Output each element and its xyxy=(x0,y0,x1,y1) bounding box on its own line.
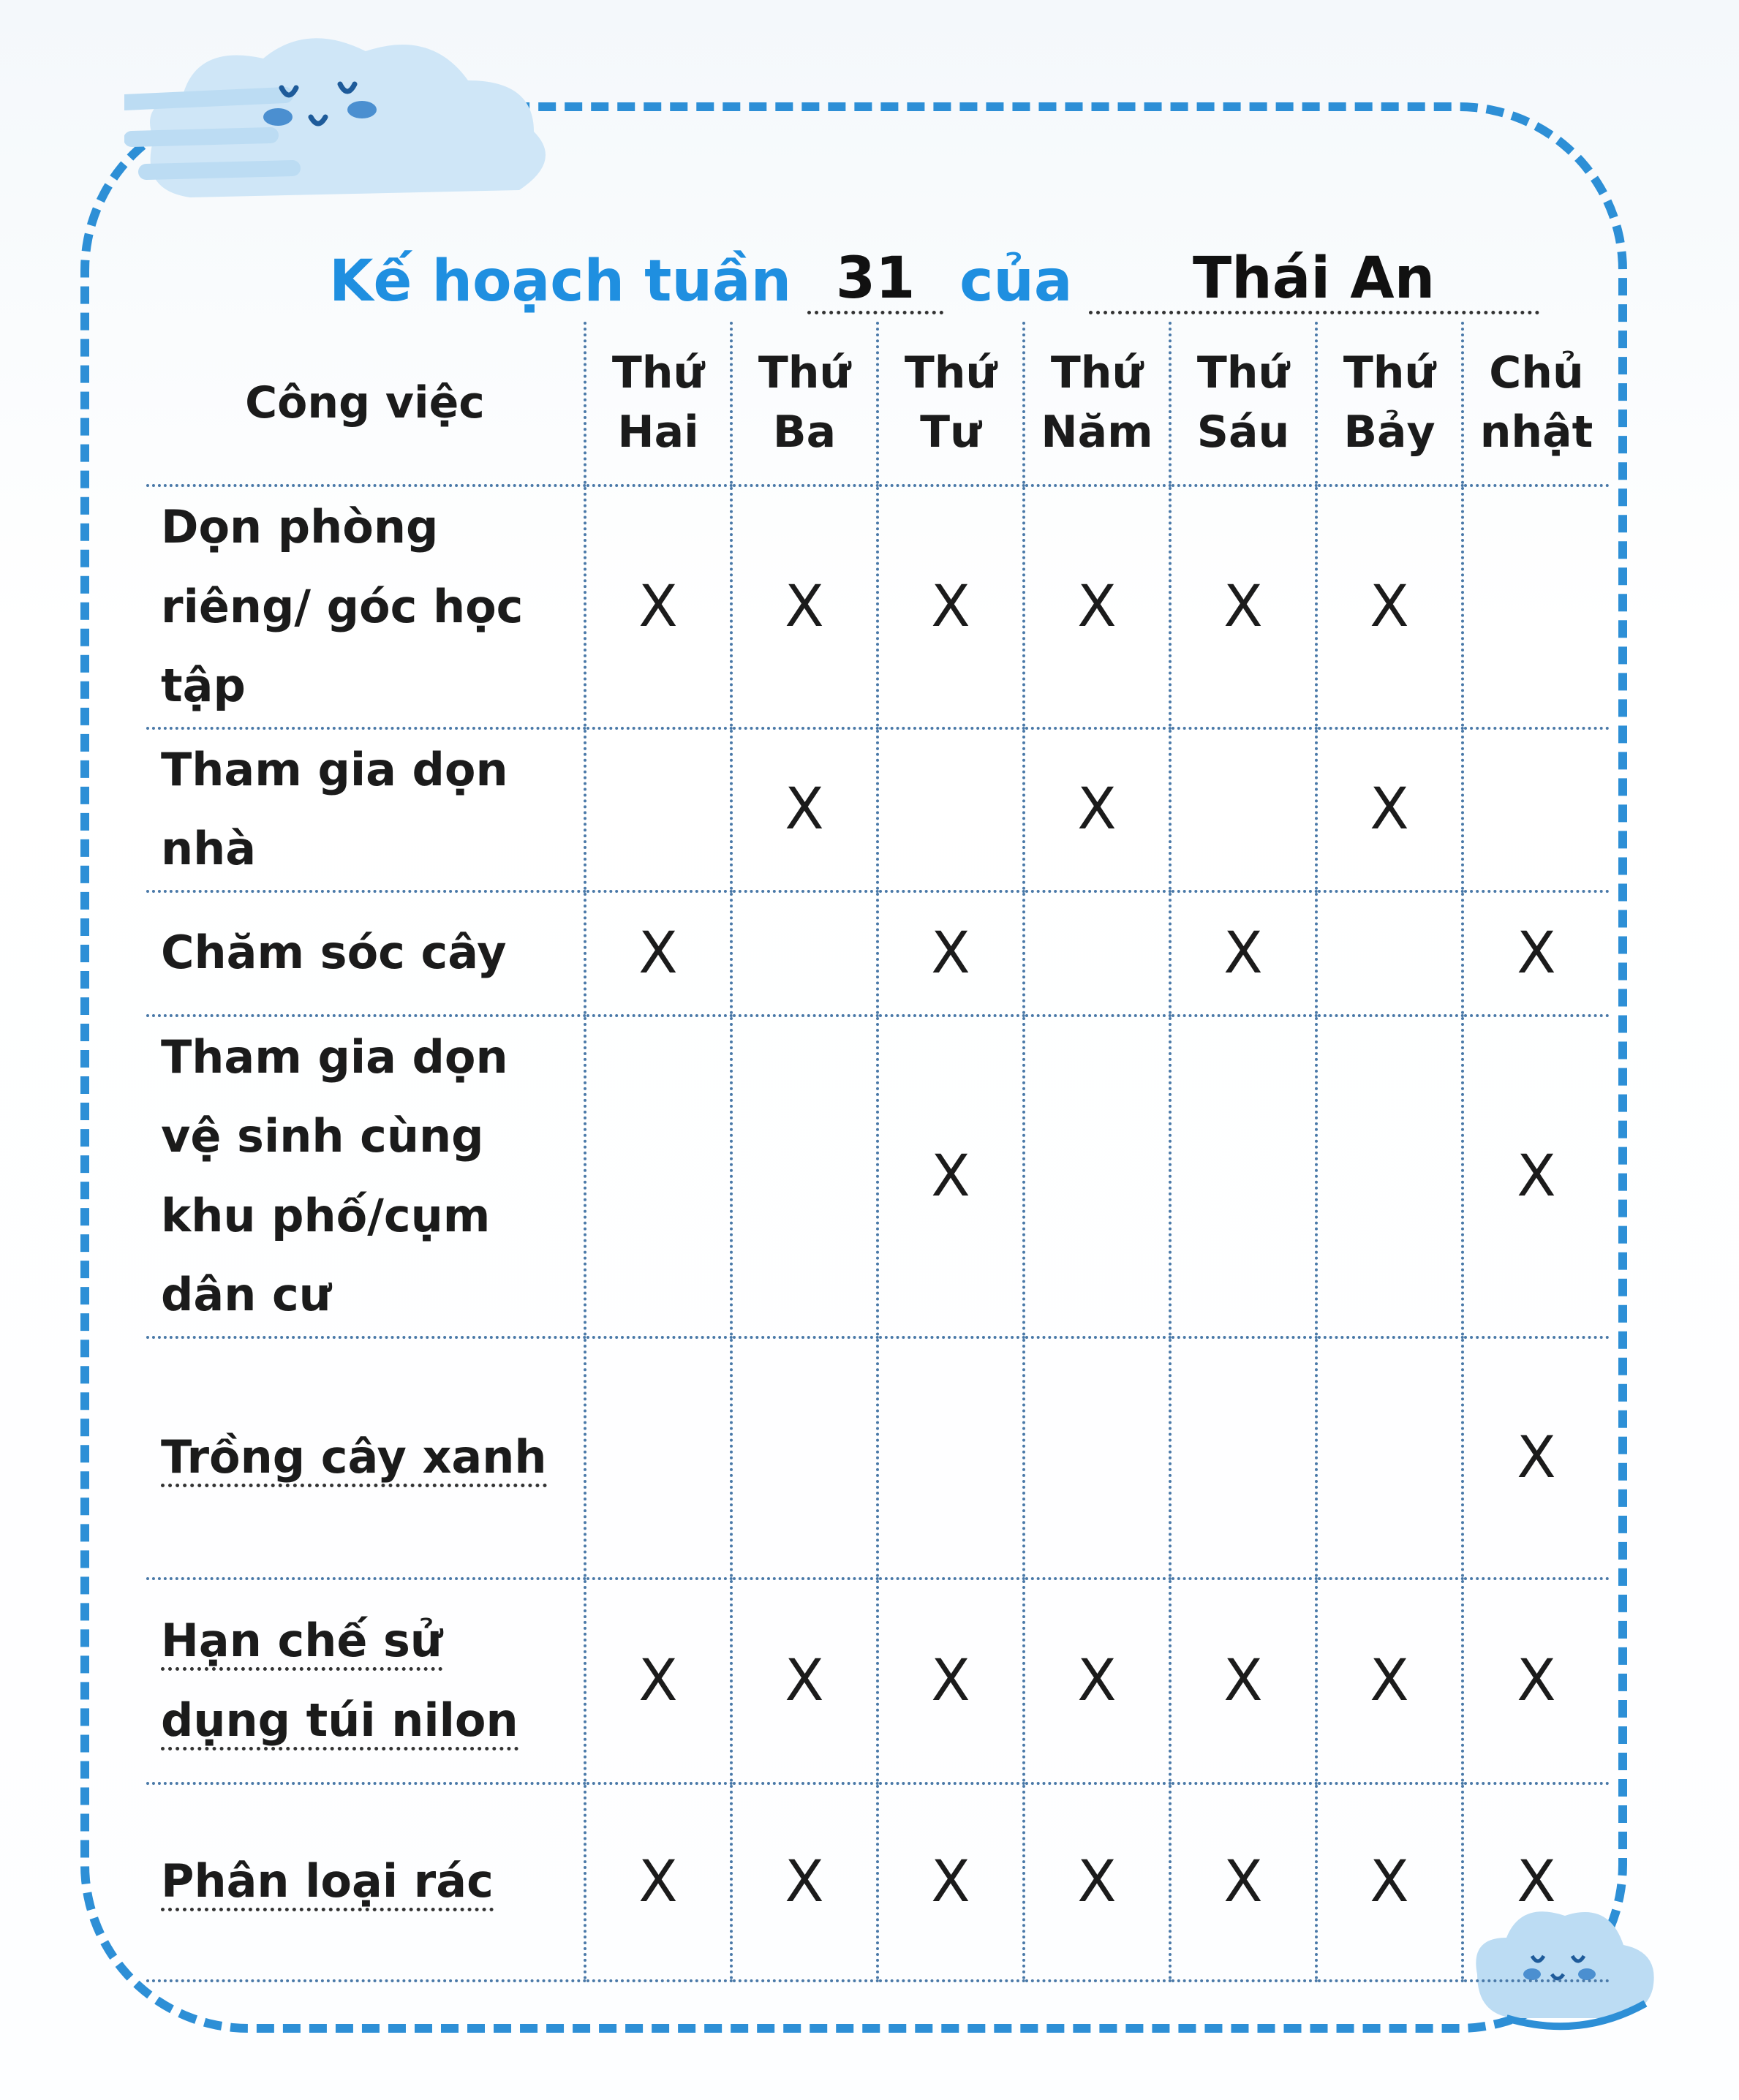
check-cell[interactable] xyxy=(1024,1016,1170,1337)
check-cell[interactable]: X xyxy=(878,486,1024,728)
task-cell xyxy=(146,486,585,728)
check-cell[interactable]: X xyxy=(1463,1783,1609,1981)
check-cell[interactable]: X xyxy=(1024,728,1170,891)
check-cell[interactable] xyxy=(1463,728,1609,891)
check-cell[interactable] xyxy=(585,1337,731,1579)
title-prefix: Kế hoạch tuần xyxy=(329,249,792,314)
check-cell[interactable]: X xyxy=(731,1579,878,1783)
weekly-plan-table xyxy=(146,322,1609,1982)
day-header xyxy=(585,322,731,486)
day-header xyxy=(878,322,1024,486)
day-line2: Hai xyxy=(617,407,699,458)
check-cell[interactable] xyxy=(1316,891,1463,1016)
table-row xyxy=(146,1579,1609,1783)
table-row xyxy=(146,1337,1609,1579)
check-cell[interactable]: X xyxy=(878,1579,1024,1783)
check-cell[interactable]: X xyxy=(585,1579,731,1783)
check-cell[interactable] xyxy=(1170,1016,1316,1337)
day-header xyxy=(1024,322,1170,486)
task-label: Hạn chế sử dụng túi nilon xyxy=(161,1614,518,1750)
day-header xyxy=(731,322,878,486)
day-line1: Thứ xyxy=(758,347,851,399)
check-cell[interactable] xyxy=(731,1016,878,1337)
check-cell[interactable]: X xyxy=(1024,1783,1170,1981)
task-label: Tham gia dọn vệ sinh cùng khu phố/cụm dân cư xyxy=(161,1030,508,1321)
table-row xyxy=(146,1016,1609,1337)
check-cell[interactable] xyxy=(1024,891,1170,1016)
check-cell[interactable] xyxy=(585,1016,731,1337)
day-line2: Bảy xyxy=(1343,407,1436,458)
check-cell[interactable] xyxy=(1024,1337,1170,1579)
check-cell[interactable]: X xyxy=(731,486,878,728)
check-cell[interactable]: X xyxy=(1170,486,1316,728)
check-cell[interactable] xyxy=(1463,486,1609,728)
check-cell[interactable]: X xyxy=(1316,728,1463,891)
table-row xyxy=(146,891,1609,1016)
task-cell xyxy=(146,1579,585,1783)
check-cell[interactable] xyxy=(878,728,1024,891)
table-row xyxy=(146,486,1609,728)
day-header xyxy=(1170,322,1316,486)
check-cell[interactable] xyxy=(731,891,878,1016)
check-cell[interactable] xyxy=(1316,1337,1463,1579)
task-label: Chăm sóc cây xyxy=(161,926,507,980)
task-cell xyxy=(146,1337,585,1579)
plan-title xyxy=(329,219,1555,314)
check-cell[interactable]: X xyxy=(1024,1579,1170,1783)
check-cell[interactable]: X xyxy=(1463,1579,1609,1783)
check-cell[interactable]: X xyxy=(585,1783,731,1981)
check-cell[interactable]: X xyxy=(1316,1783,1463,1981)
day-header xyxy=(1463,322,1609,486)
check-cell[interactable] xyxy=(585,728,731,891)
day-line2: Năm xyxy=(1041,407,1153,458)
student-name-field[interactable]: Thái An xyxy=(1089,248,1539,314)
check-cell[interactable]: X xyxy=(1170,1783,1316,1981)
title-connector: của xyxy=(959,249,1073,314)
day-line2: nhật xyxy=(1479,407,1593,458)
task-cell xyxy=(146,891,585,1016)
check-cell[interactable] xyxy=(1316,1016,1463,1337)
task-label: Phân loại rác xyxy=(161,1854,494,1911)
check-cell[interactable]: X xyxy=(878,1016,1024,1337)
check-cell[interactable]: X xyxy=(1170,1579,1316,1783)
task-label: Tham gia dọn nhà xyxy=(161,742,508,875)
day-line2: Tư xyxy=(920,407,981,458)
table-row xyxy=(146,1783,1609,1981)
cloud-face-icon xyxy=(124,15,592,227)
check-cell[interactable]: X xyxy=(585,891,731,1016)
week-number-field[interactable]: 31 xyxy=(807,248,943,314)
check-cell[interactable]: X xyxy=(878,1783,1024,1981)
day-line1: Thứ xyxy=(611,347,705,399)
task-label: Trồng cây xanh xyxy=(161,1430,547,1487)
check-cell[interactable]: X xyxy=(1463,891,1609,1016)
table-row xyxy=(146,728,1609,891)
check-cell[interactable] xyxy=(731,1337,878,1579)
day-line2: Ba xyxy=(772,407,837,458)
check-cell[interactable]: X xyxy=(1316,1579,1463,1783)
check-cell[interactable]: X xyxy=(585,486,731,728)
day-header xyxy=(1316,322,1463,486)
check-cell[interactable]: X xyxy=(1463,1016,1609,1337)
day-line1: Thứ xyxy=(1050,347,1144,399)
day-line1: Thứ xyxy=(1196,347,1290,399)
task-label: Dọn phòng riêng/ góc học tập xyxy=(161,500,524,712)
check-cell[interactable]: X xyxy=(1024,486,1170,728)
day-line1: Chủ xyxy=(1489,347,1584,399)
day-line1: Thứ xyxy=(1343,347,1436,399)
day-line2: Sáu xyxy=(1196,407,1290,458)
check-cell[interactable] xyxy=(1170,1337,1316,1579)
task-cell xyxy=(146,728,585,891)
check-cell[interactable]: X xyxy=(731,728,878,891)
task-cell xyxy=(146,1783,585,1981)
day-line1: Thứ xyxy=(904,347,997,399)
task-column-header: Công việc xyxy=(146,322,585,486)
task-cell xyxy=(146,1016,585,1337)
check-cell[interactable]: X xyxy=(878,891,1024,1016)
check-cell[interactable] xyxy=(1170,728,1316,891)
check-cell[interactable]: X xyxy=(1316,486,1463,728)
check-cell[interactable]: X xyxy=(1170,891,1316,1016)
check-cell[interactable] xyxy=(878,1337,1024,1579)
check-cell[interactable]: X xyxy=(731,1783,878,1981)
header-row xyxy=(146,322,1609,486)
plan-body xyxy=(146,486,1609,1981)
check-cell[interactable]: X xyxy=(1463,1337,1609,1579)
